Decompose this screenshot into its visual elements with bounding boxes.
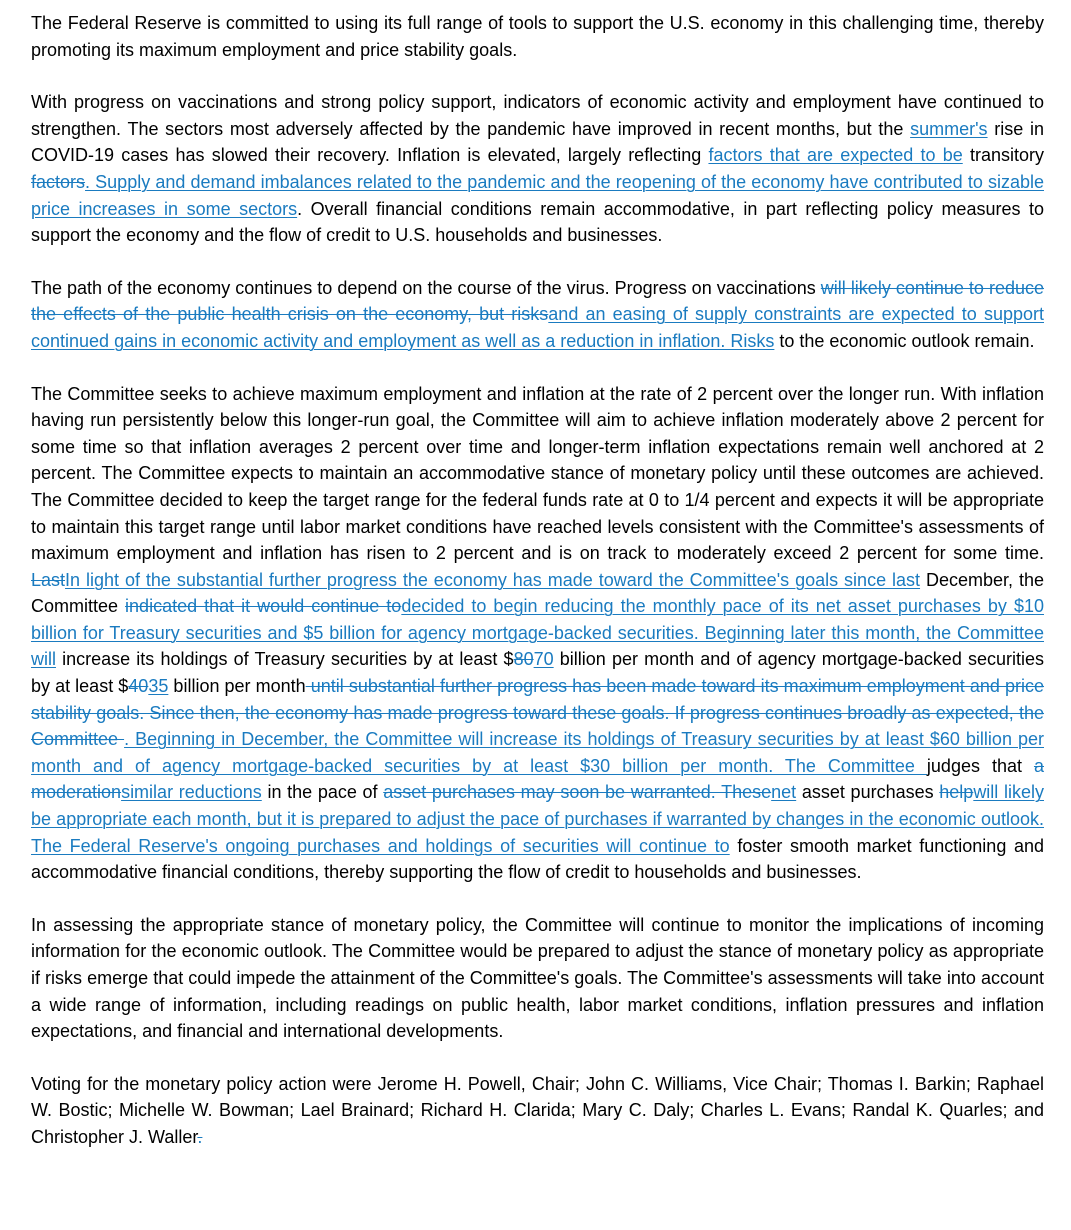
text-segment: The path of the economy continues to depend on the course of the virus. Progress on vaccinations — [31, 277, 821, 298]
text-segment: With progress on vaccinations and strong policy support, indicators of economic activity and employment have continued to strengthen. The sectors most adversely affected by the pandemic have improved in recent months, but the — [31, 92, 1044, 139]
inserted-text-segment: net — [771, 782, 797, 803]
paragraph-1 — [31, 10, 1044, 63]
text-segment: The Federal Reserve is committed to using its full range of tools to support the U.S. economy in this challenging time, thereby promoting its maximum employment and price stability goals. — [31, 13, 1044, 60]
inserted-text-segment: 35 — [148, 676, 169, 697]
inserted-text-segment: similar reductions — [121, 782, 262, 803]
deleted-text-segment: asset purchases may soon be warranted. These — [383, 782, 772, 803]
inserted-text-segment: and an easing of supply constraints are expected to support continued gains in economic activity and employment as well as a reduction in inflation. Risks — [31, 304, 1044, 351]
text-segment: . Overall financial conditions remain accommodative, in part reflecting policy measures to support the economy and the flow of credit to U.S. households and businesses. — [31, 198, 1044, 246]
deleted-text-segment: will likely continue to reduce the effects of the public health crisis on the economy, but risks — [31, 277, 1044, 325]
inserted-text-segment: . Supply and demand imbalances related to the pandemic and the reopening of the economy have contributed to sizable price increases in some sectors — [31, 171, 1044, 219]
paragraph-6 — [31, 1071, 1044, 1151]
inserted-text-segment: 70 — [533, 649, 554, 670]
inserted-text-segment: will likely be appropriate each month, but it is prepared to adjust the pace of purchases if warranted by changes in the economic outlook. The Federal Reserve's ongoing purchases and holdings of securities will continue to — [31, 782, 1044, 856]
deleted-text-segment: a moderation — [31, 755, 1044, 803]
inserted-text-segment: decided to begin reducing the monthly pace of its net asset purchases by $10 billion for Treasury securities and $5 billion for agency mortgage-backed securities. Beginning later this month, the Committee will — [31, 596, 1044, 670]
text-segment: increase its holdings of Treasury securities by at least $ — [56, 649, 514, 670]
paragraph-4 — [31, 381, 1044, 886]
text-segment: judges that — [926, 755, 1034, 776]
text-segment: billion per month — [168, 676, 306, 697]
deleted-text-segment: 80 — [513, 649, 534, 670]
text-segment: asset purchases — [796, 782, 940, 803]
deleted-text-segment: 40 — [128, 676, 149, 697]
inserted-text-segment: factors that are expected to be — [708, 145, 963, 166]
text-segment: In assessing the appropriate stance of monetary policy, the Committee will continue to monitor the implications of incoming information for the economic outlook. The Committee would be prepared to adjust the stance of monetary policy as appropriate if risks emerge that could impede the attainment of the Committee's goals. The Committee's assessments will take into account a wide range of information, including readings on public health, labor market conditions, inflation pressures and inflation expectations, and financial and international developments. — [31, 914, 1044, 1042]
text-segment: billion per month and of agency mortgage‑backed securities by at least $ — [31, 649, 1044, 697]
text-segment: in the pace of — [261, 782, 384, 803]
inserted-text-segment: In light of the substantial further progress the economy has made toward the Committee's goals since last — [65, 569, 921, 590]
paragraph-3 — [31, 275, 1044, 355]
deleted-text-segment: indicated that it would continue to — [125, 596, 402, 617]
text-segment: Voting for the monetary policy action were Jerome H. Powell, Chair; John C. Williams, Vice Chair; Thomas I. Barkin; Raphael W. Bostic; Michelle W. Bowman; Lael Brainard; Richard H. Clarida; Mary C. Daly; Charles L. Evans; Randal K. Quarles; and Christopher J. Waller — [31, 1073, 1044, 1147]
text-segment: to the economic outlook remain. — [774, 330, 1035, 351]
fomc-statement-redline — [31, 10, 1044, 1151]
deleted-text-segment: until substantial further progress has been made toward its maximum employment and price stability goals. Since then, the economy has made progress toward these goals. If progress continues broadly as expected, the Committee — [31, 676, 1045, 750]
deleted-text-segment: factors — [31, 171, 86, 192]
paragraph-5 — [31, 912, 1044, 1045]
inserted-text-segment: summer's — [910, 118, 988, 139]
paragraph-2 — [31, 89, 1044, 249]
text-segment: December, the Committee — [31, 569, 1045, 617]
deleted-text-segment: . — [197, 1126, 203, 1147]
text-segment: foster smooth market functioning and accommodative financial conditions, thereby supporting the flow of credit to households and businesses. — [31, 835, 1044, 883]
text-segment: rise in COVID-19 cases has slowed their recovery. Inflation is elevated, largely reflecting — [31, 118, 1044, 166]
text-segment: The Committee seeks to achieve maximum employment and inflation at the rate of 2 percent over the longer run. With inflation having run persistently below this longer-run goal, the Committee will aim to achieve inflation moderately above 2 percent for some time so that inflation averages 2 percent over time and longer‑term inflation expectations remain well anchored at 2 percent. The Committee expects to maintain an accommodative stance of monetary policy until these outcomes are achieved. The Committee decided to keep the target range for the federal funds rate at 0 to 1/4 percent and expects it will be appropriate to maintain this target range until labor market conditions have reached levels consistent with the Committee's assessments of maximum employment and inflation has risen to 2 percent and is on track to moderately exceed 2 percent for some time. — [31, 383, 1044, 564]
deleted-text-segment: help — [939, 782, 974, 803]
inserted-text-segment: . Beginning in December, the Committee will increase its holdings of Treasury securities by at least $60 billion per month and of agency mortgage-backed securities by at least $30 billion per month. The Committee — [31, 729, 1044, 776]
text-segment: transitory — [962, 145, 1044, 166]
deleted-text-segment: Last — [31, 569, 66, 590]
